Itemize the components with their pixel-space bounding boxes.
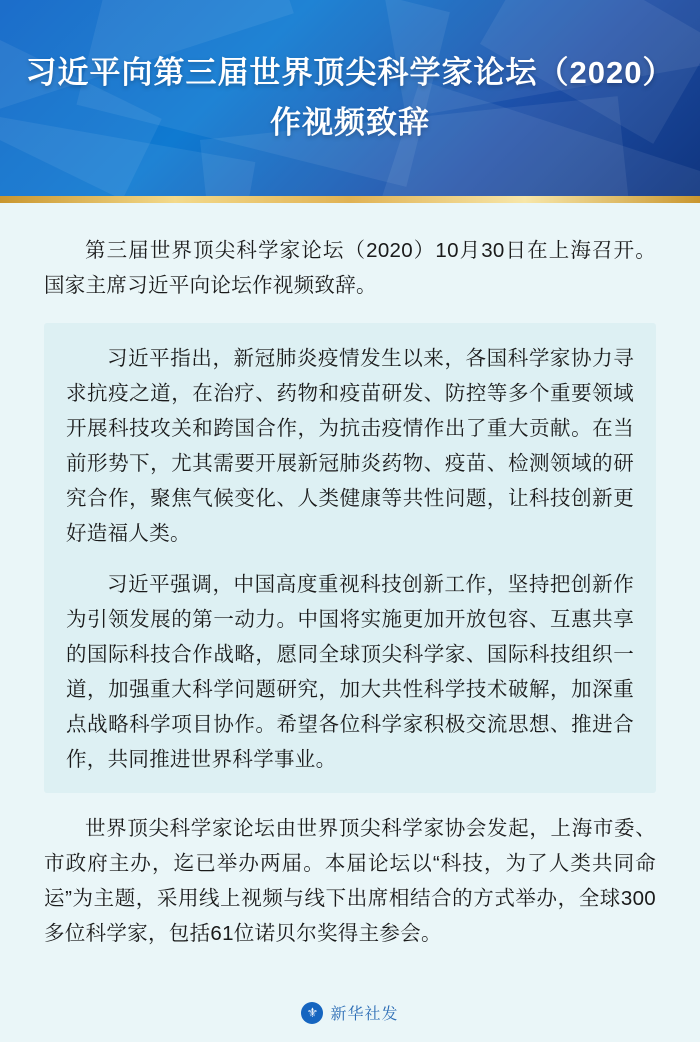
closing-paragraph: 世界顶尖科学家论坛由世界顶尖科学家协会发起，上海市委、市政府主办，迄已举办两届。本届论坛以“科技，为了人类共同命运”为主题，采用线上视频与线下出席相结合的方式举办，全球300多位科学家，包括61位诺贝尔奖得主参会。	[44, 817, 656, 945]
page-title-line-1: 习近平向第三届世界顶尖科学家论坛（2020）	[25, 55, 675, 90]
highlight-paragraph-2: 习近平强调，中国高度重视科技创新工作，坚持把创新作为引领发展的第一动力。中国将实施更加开放包容、互惠共享的国际科技合作战略，愿同全球顶尖科学家、国际科技组织一道，加强重大科学问题研究，加大共性科学技术破解，加深重点战略科学项目协作。希望各位科学家积极交流思想、推进合作，共同推进世界科学事业。	[66, 573, 634, 771]
page-title-line-2: 作视频致辞	[270, 105, 430, 140]
highlight-paragraph-1: 习近平指出，新冠肺炎疫情发生以来，各国科学家协力寻求抗疫之道，在治疗、药物和疫苗研发、防控等多个重要领域开展科技攻关和跨国合作，为抗击疫情作出了重大贡献。在当前形势下，尤其需要开展新冠肺炎药物、疫苗、检测领域的研究合作，聚焦气候变化、人类健康等共性问题，让科技创新更好造福人类。	[66, 347, 634, 545]
xinhua-logo-icon: ⚜	[301, 1002, 323, 1024]
poster-header	[0, 0, 700, 196]
page-title	[0, 0, 700, 196]
footer-credit	[0, 1001, 700, 1024]
footer-credit-label: 新华社发	[330, 1006, 399, 1023]
highlight-block	[44, 323, 656, 793]
lead-paragraph: 第三届世界顶尖科学家论坛（2020）10月30日在上海召开。国家主席习近平向论坛作视频致辞。	[44, 239, 656, 297]
article-body	[0, 203, 700, 1042]
gold-divider	[0, 196, 700, 203]
